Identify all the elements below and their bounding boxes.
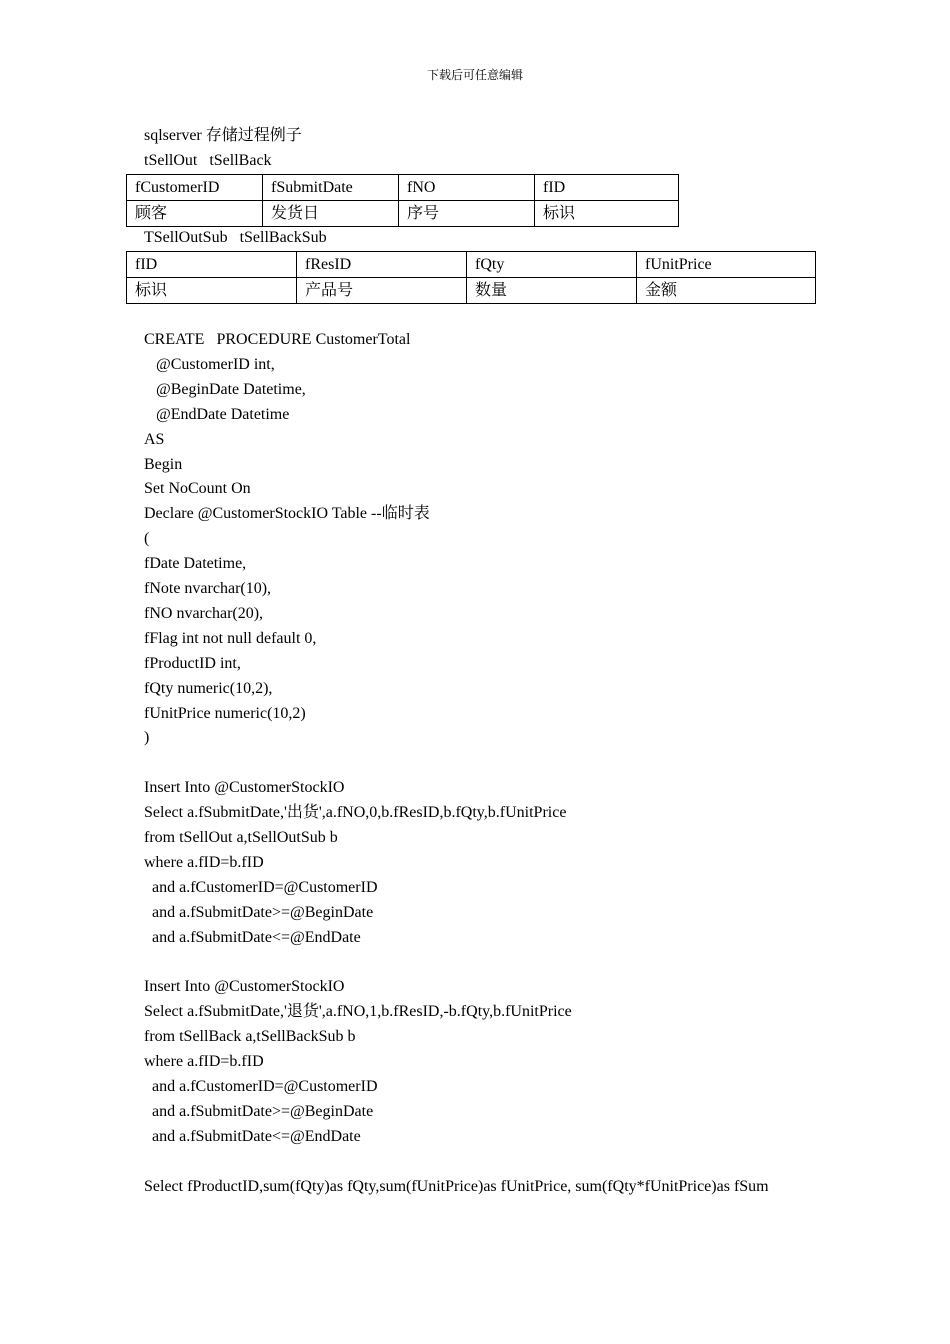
table2-label: TSellOutSub tSellBackSub: [144, 229, 327, 246]
table-cell: fID: [535, 175, 679, 201]
table-cell: fResID: [297, 252, 467, 278]
table-header-row: [127, 252, 816, 278]
table-cell: fQty: [467, 252, 637, 278]
table-cell: fCustomerID: [127, 175, 263, 201]
doc-title: sqlserver 存储过程例子: [144, 127, 302, 144]
table-cell: fID: [127, 252, 297, 278]
code-line: fNO nvarchar(20),: [144, 604, 264, 622]
code-line: and a.fCustomerID=@CustomerID: [144, 878, 378, 896]
page-header: 下载后可任意编辑: [426, 68, 523, 82]
table-tselloutsub: [126, 251, 816, 304]
code-line: Declare @CustomerStockIO Table --临时表: [144, 505, 430, 523]
table-cell: 发货日: [263, 201, 399, 227]
table-cell: fUnitPrice: [637, 252, 816, 278]
code-line: where a.fID=b.fID: [144, 853, 264, 871]
code-line: fNote nvarchar(10),: [144, 580, 272, 597]
table-cell: 标识: [127, 278, 297, 304]
table-row: [127, 201, 679, 227]
code-line: Set NoCount On: [144, 480, 251, 498]
table-cell: 产品号: [297, 278, 467, 304]
code-line: from tSellOut a,tSellOutSub b: [144, 829, 338, 846]
table-cell: 数量: [467, 278, 637, 304]
code-line: and a.fSubmitDate>=@BeginDate: [144, 1102, 374, 1120]
code-line: Begin: [144, 455, 183, 473]
table-cell: 序号: [399, 201, 535, 227]
code-line: and a.fSubmitDate>=@BeginDate: [144, 903, 374, 921]
table-header-row: [127, 175, 679, 201]
code-line: Insert Into @CustomerStockIO: [144, 978, 345, 996]
table1-label: tSellOut tSellBack: [144, 152, 272, 169]
code-line: fProductID int,: [144, 654, 241, 672]
code-line: fFlag int not null default 0,: [144, 629, 317, 647]
table-cell: fSubmitDate: [263, 175, 399, 201]
code-line: fUnitPrice numeric(10,2): [144, 704, 306, 722]
code-line: AS: [144, 430, 165, 448]
table-row: [127, 278, 816, 304]
table-cell: fNO: [399, 175, 535, 201]
code-line: and a.fSubmitDate<=@EndDate: [144, 928, 361, 946]
code-line: ): [144, 729, 150, 747]
table-cell: 顾客: [127, 201, 263, 227]
code-line: (: [144, 530, 150, 548]
code-line: @BeginDate Datetime,: [144, 380, 306, 398]
code-line: @CustomerID int,: [144, 355, 275, 373]
code-line: where a.fID=b.fID: [144, 1053, 264, 1071]
code-line: fDate Datetime,: [144, 555, 247, 573]
table-cell: 标识: [535, 201, 679, 227]
code-line: Insert Into @CustomerStockIO: [144, 779, 345, 797]
code-line: Select a.fSubmitDate,'退货',a.fNO,1,b.fResID,-b.fQty,b.fUnitPrice: [144, 1003, 572, 1021]
table-tsellout: [126, 174, 679, 227]
code-line: from tSellBack a,tSellBackSub b: [144, 1028, 356, 1046]
table-cell: 金额: [637, 278, 816, 304]
code-line: Select a.fSubmitDate,'出货',a.fNO,0,b.fResID,b.fQty,b.fUnitPrice: [144, 804, 567, 822]
code-line: fQty numeric(10,2),: [144, 679, 273, 697]
code-line: @EndDate Datetime: [144, 405, 290, 423]
code-line: and a.fSubmitDate<=@EndDate: [144, 1127, 361, 1145]
code-line: Select fProductID,sum(fQty)as fQty,sum(fUnitPrice)as fUnitPrice, sum(fQty*fUnitPrice)as fSum: [144, 1177, 769, 1195]
code-line: and a.fCustomerID=@CustomerID: [144, 1078, 378, 1095]
code-line: CREATE PROCEDURE CustomerTotal: [144, 331, 411, 348]
